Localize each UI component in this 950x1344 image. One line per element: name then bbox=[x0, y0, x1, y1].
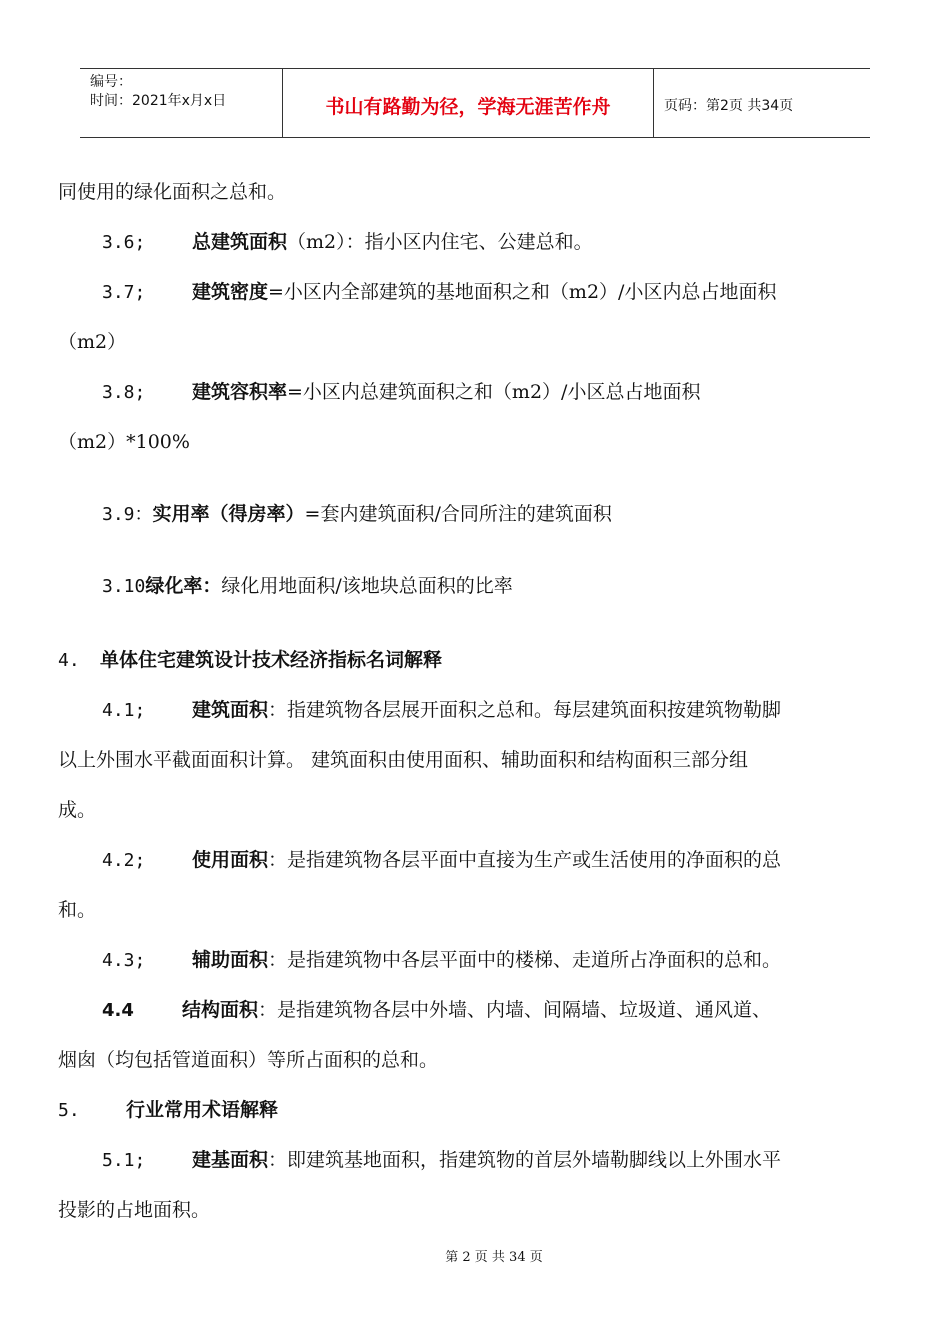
item-term: 使用面积 bbox=[192, 849, 269, 871]
item-text: =小区内全部建筑的基地面积之和（m2）/小区内总占地面积 bbox=[268, 281, 777, 303]
text-line bbox=[58, 328, 126, 356]
section-number: 5. bbox=[58, 1100, 80, 1121]
item-number: 3.8; bbox=[102, 382, 146, 403]
item-3-8 bbox=[58, 378, 700, 407]
section-4-heading bbox=[58, 646, 442, 675]
item-text: =套内建筑面积/合同所注的建筑面积 bbox=[304, 503, 612, 525]
item-4-4 bbox=[58, 996, 771, 1025]
page-footer: 第 2 页 共 34 页 bbox=[445, 1250, 543, 1265]
item-3-10 bbox=[58, 572, 513, 601]
code-label: 编号： bbox=[90, 74, 132, 90]
item-number: 3.6; bbox=[102, 232, 146, 253]
text-line bbox=[58, 796, 96, 824]
item-term: 辅助面积 bbox=[192, 949, 269, 971]
item-3-7 bbox=[58, 278, 776, 307]
section-title: 行业常用术语解释 bbox=[126, 1099, 279, 1121]
section-title: 单体住宅建筑设计技术经济指标名词解释 bbox=[100, 649, 443, 671]
item-number: 3.10 bbox=[102, 576, 146, 597]
header-info bbox=[80, 69, 282, 137]
item-number: 4.1; bbox=[102, 700, 146, 721]
item-text: ：是指建筑物中各层平面中的楼梯、走道所占净面积的总和。 bbox=[268, 949, 782, 971]
item-term: 建基面积 bbox=[192, 1149, 269, 1171]
page-header bbox=[80, 68, 870, 138]
line-text: 烟囱（均包括管道面积）等所占面积的总和。 bbox=[58, 1049, 439, 1071]
text-line bbox=[58, 746, 748, 774]
header-page-label: 页码：第2页 共34页 bbox=[664, 98, 794, 114]
item-4-1 bbox=[58, 696, 781, 725]
item-text: ：即建筑基地面积，指建筑物的首层外墙勒脚线以上外围水平 bbox=[268, 1149, 782, 1171]
item-5-1 bbox=[58, 1146, 781, 1175]
line-text: （m2） bbox=[58, 331, 127, 353]
item-text: 绿化用地面积/该地块总面积的比率 bbox=[221, 575, 513, 597]
text-line bbox=[58, 428, 190, 456]
line-text: 和。 bbox=[58, 899, 97, 921]
item-term: 总建筑面积 bbox=[192, 231, 288, 253]
item-3-9 bbox=[58, 500, 612, 529]
header-motto: 书山有路勤为径，学海无涯苦作舟 bbox=[282, 69, 654, 137]
line-text: 以上外围水平截面面积计算。 建筑面积由使用面积、辅助面积和结构面积三部分组 bbox=[58, 749, 749, 771]
item-number: 3.7; bbox=[102, 282, 146, 303]
item-text: =小区内总建筑面积之和（m2）/小区总占地面积 bbox=[287, 381, 701, 403]
item-text: ：指建筑物各层展开面积之总和。每层建筑面积按建筑物勒脚 bbox=[268, 699, 782, 721]
item-number: 4.2; bbox=[102, 850, 146, 871]
item-text: ：是指建筑物各层中外墙、内墙、间隔墙、垃圾道、通风道、 bbox=[258, 999, 772, 1021]
item-term: 实用率（得房率） bbox=[152, 503, 305, 525]
item-term: 建筑面积 bbox=[192, 699, 269, 721]
text-line bbox=[58, 1196, 210, 1224]
section-5-heading bbox=[58, 1096, 278, 1125]
line-text: 成。 bbox=[58, 799, 97, 821]
item-term: 建筑密度 bbox=[192, 281, 269, 303]
section-number: 4. bbox=[58, 650, 80, 671]
item-number: 5.1; bbox=[102, 1150, 146, 1171]
text-line bbox=[58, 896, 96, 924]
line-text: 同使用的绿化面积之总和。 bbox=[58, 181, 287, 203]
text-line bbox=[58, 1046, 438, 1074]
date-label: 时间：2021年x月x日 bbox=[90, 93, 227, 109]
item-3-6 bbox=[58, 228, 593, 257]
item-term: 绿化率： bbox=[145, 575, 222, 597]
item-4-2 bbox=[58, 846, 781, 875]
item-term: 建筑容积率 bbox=[192, 381, 288, 403]
item-text: （m2）：指小区内住宅、公建总和。 bbox=[287, 231, 593, 253]
item-text: ：是指建筑物各层平面中直接为生产或生活使用的净面积的总 bbox=[268, 849, 782, 871]
item-4-3 bbox=[58, 946, 781, 975]
line-text: （m2）*100% bbox=[58, 431, 190, 453]
item-number: 4.4 bbox=[102, 1000, 134, 1021]
item-number: 4.3; bbox=[102, 950, 146, 971]
text-line bbox=[58, 178, 286, 206]
item-number: 3.9： bbox=[102, 504, 153, 525]
item-term: 结构面积 bbox=[182, 999, 259, 1021]
line-text: 投影的占地面积。 bbox=[58, 1199, 211, 1221]
